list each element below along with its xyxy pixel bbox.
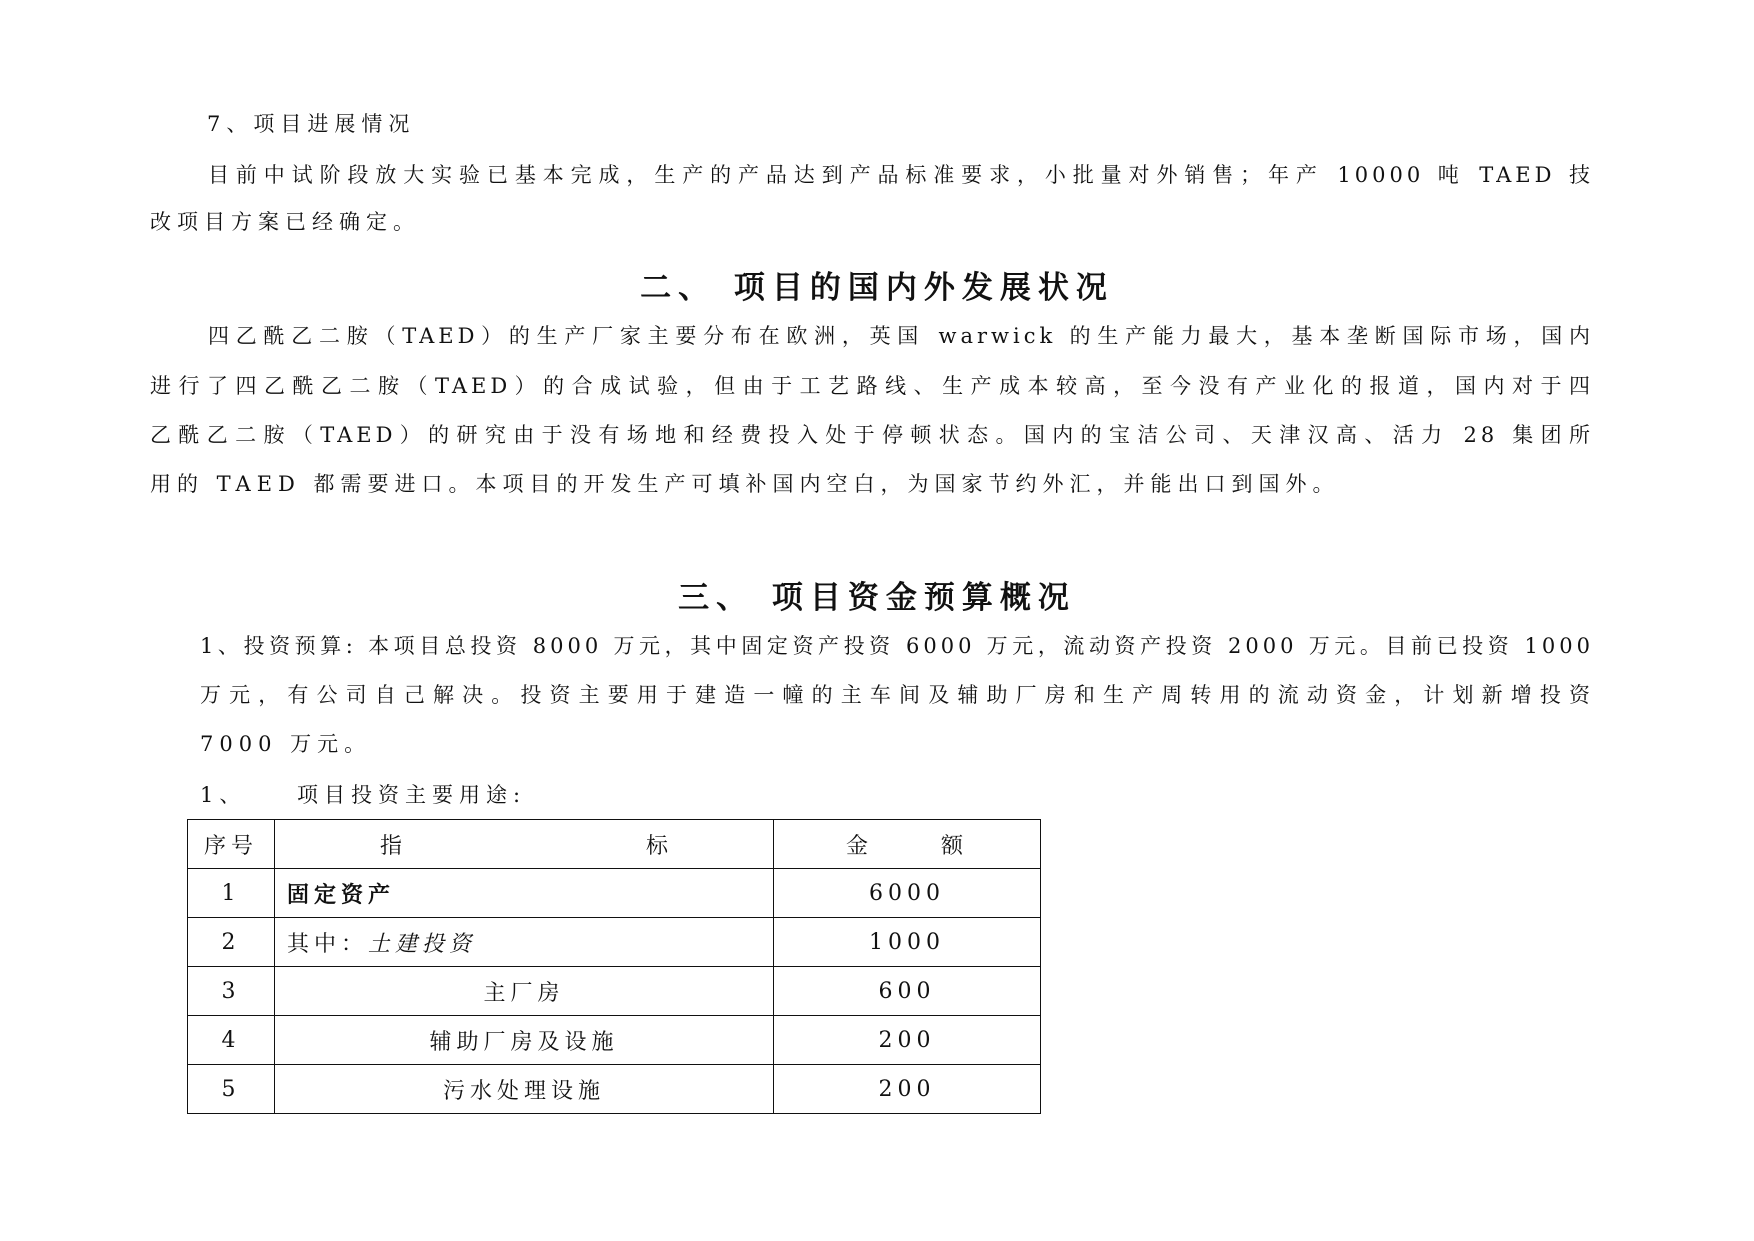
- header-indicator-left: 指: [380, 833, 408, 859]
- row-name: 主厂房: [275, 967, 774, 1016]
- row-amount: 200: [774, 1016, 1041, 1065]
- section3-paragraph-line3: 7000 万元。: [200, 732, 372, 756]
- table-row: [188, 967, 1041, 1016]
- row-amount: 1000: [774, 918, 1041, 967]
- table-header-row: [188, 820, 1041, 869]
- item7-paragraph-line2: 改项目方案已经确定。: [150, 210, 420, 234]
- table-row: [188, 918, 1041, 967]
- section2-paragraph-line2: 进行了四乙酰乙二胺（TAED）的合成试验，但由于工艺路线、生产成本较高，至今没有产业化的报道，国内对于四: [150, 374, 1594, 398]
- row-amount: 600: [774, 967, 1041, 1016]
- section2-title: 二、 项目的国内外发展状况: [640, 270, 1114, 306]
- investment-usage-table: [187, 819, 1041, 1114]
- item7-heading: 7、项目进展情况: [207, 112, 416, 136]
- section3-paragraph-line1: 1、投资预算: 本项目总投资 8000 万元，其中固定资产投资 6000 万元，流动资产投资 2000 万元。目前已投资 1000: [200, 634, 1594, 658]
- row-amount: 200: [774, 1065, 1041, 1114]
- row-index: 4: [188, 1016, 275, 1065]
- row-name-italic: 土建投资: [368, 931, 477, 957]
- section2-paragraph-line3: 乙酰乙二胺（TAED）的研究由于没有场地和经费投入处于停顿状态。国内的宝洁公司、天津汉高、活力 28 集团所: [150, 423, 1594, 447]
- row-name-prefix: 其中：: [287, 931, 369, 957]
- row-index: 5: [188, 1065, 275, 1114]
- item7-paragraph-line1: 目前中试阶段放大实验已基本完成，生产的产品达到产品标准要求，小批量对外销售；年产 10000 吨 TAED 技: [208, 163, 1594, 187]
- row-name: [275, 918, 774, 967]
- header-indicator: [275, 820, 774, 869]
- row-name: 辅助厂房及设施: [275, 1016, 774, 1065]
- section2-paragraph-line1: 四乙酰乙二胺（TAED）的生产厂家主要分布在欧洲，英国 warwick 的生产能力最大，基本垄断国际市场，国内: [208, 324, 1594, 348]
- section3-paragraph-line2: 万元，有公司自己解决。投资主要用于建造一幢的主车间及辅助厂房和生产周转用的流动资金，计划新增投资: [200, 683, 1594, 707]
- row-index: 2: [188, 918, 275, 967]
- header-amount: [774, 820, 1041, 869]
- header-amount-right: 额: [941, 833, 969, 859]
- header-indicator-right: 标: [645, 833, 673, 859]
- header-amount-left: 金: [845, 833, 873, 859]
- section3-title: 三、 项目资金预算概况: [678, 580, 1076, 616]
- row-amount: 6000: [774, 869, 1041, 918]
- row-name: 污水处理设施: [275, 1065, 774, 1114]
- header-index: 序号: [188, 820, 275, 869]
- row-index: 1: [188, 869, 275, 918]
- table-row: [188, 1065, 1041, 1114]
- row-index: 3: [188, 967, 275, 1016]
- row-name: 固定资产: [275, 869, 774, 918]
- section2-paragraph-line4: 用的 TAED 都需要进口。本项目的开发生产可填补国内空白，为国家节约外汇，并能出口到国外。: [150, 472, 1340, 496]
- table-row: [188, 1016, 1041, 1065]
- table-row: [188, 869, 1041, 918]
- usage-label: 1、 项目投资主要用途:: [200, 783, 527, 807]
